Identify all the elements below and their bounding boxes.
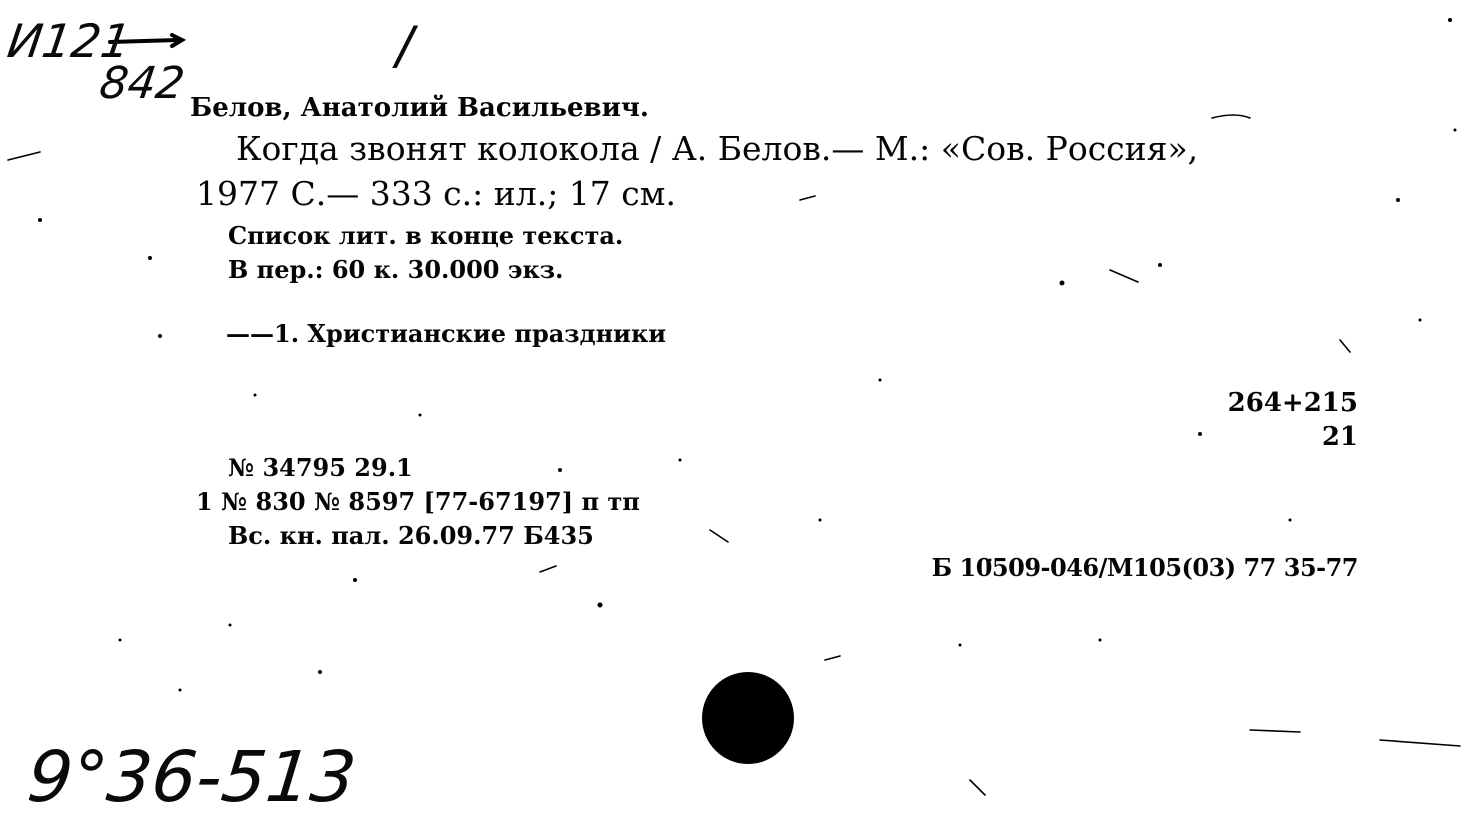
handwritten-shelf-mark-top: И121 (4, 14, 135, 68)
publisher-code: Б 10509-046/М105(03) 77 35-77 (931, 553, 1358, 582)
punch-hole (702, 672, 794, 764)
handwritten-inventory-number: 9°36-513 (23, 736, 360, 818)
order-line-1: № 34795 29.1 (228, 453, 413, 482)
order-line-2: 1 № 830 № 8597 [77-67197] п тп (196, 487, 640, 516)
order-line-3: Вс. кн. пал. 26.09.77 Б435 (228, 521, 594, 550)
note-binding-price: В пер.: 60 к. 30.000 экз. (228, 255, 564, 284)
subject-entry: ——1. Христианские праздники (226, 319, 667, 348)
handwritten-slash-mark: / (396, 16, 414, 76)
classification-primary: 264+215 (1227, 388, 1358, 418)
title-line: Когда звонят колокола / А. Белов.— М.: «Сов. Россия», (236, 129, 1199, 168)
note-bibliography: Список лит. в конце текста. (228, 221, 624, 250)
imprint-line: 1977 С.— 333 с.: ил.; 17 см. (196, 174, 676, 213)
classification-secondary: 21 (1321, 422, 1358, 452)
handwritten-shelf-mark-bottom: 842 (96, 58, 188, 109)
author-heading: Белов, Анатолий Васильевич. (190, 93, 649, 123)
